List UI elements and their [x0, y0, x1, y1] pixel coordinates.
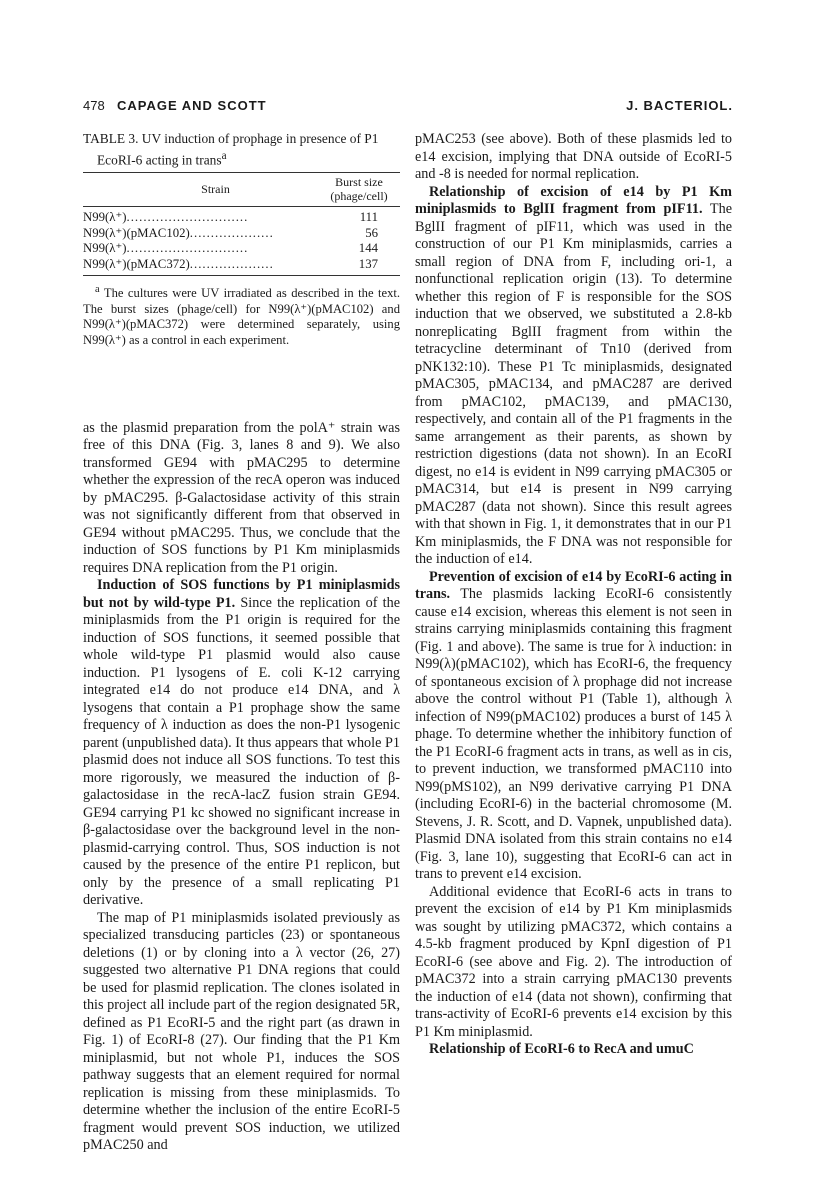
body-paragraph: The map of P1 miniplasmids isolated previously as specialized transducing particles (23) or spontaneous deletions (1) or by cloning into a λ vector (26, 27) suggested two alternative P1 DNA regions that could be used for plasmid replication. The clones isolated in this project all include part of the region designated 5R, defined as P1 EcoRI-5 and the right part (as drawn in Fig. 1) of EcoRI-8 (27). Our finding that the P1 Km miniplasmid, but not whole P1, induces the SOS pathway suggests that an element required for normal replication is missing from these miniplasmids. To determine whether the inclusion of the entire EcoRI-5 fragment would prevent SOS induction, we utilized pMAC250 and — [83, 909, 400, 1154]
col-header-strain: Strain — [201, 182, 230, 197]
section-paragraph: Prevention of excision of e14 by EcoRI-6 acting in trans. The plasmids lacking EcoRI-6 consistently cause e14 excision, whereas this element is not seen in strains carrying miniplasmids containing this fragment (Fig. 1 and above). The same is true for λ induction: in N99(λ)(pMAC102), which has EcoRI-6, the frequency of spontaneous excision of λ prophage did not increase above the control without P1 (Table 1), although λ infection of N99(pMAC102) produces a burst of 145 λ phage. To determine whether the inhibitory function of the P1 EcoRI-6 fragment acts in trans, as well as in cis, to prevent induction, we transformed pMAC110 into N99(pMS102), an N99 derivative carrying P1 DNA (including EcoRI-6) in the bacterial chromosome (M. Stevens, J. R. Scott, and D. Vapnek, unpublished data). Plasmid DNA isolated from this strain contains no e14 (Fig. 3, lane 10), suggesting that EcoRI-6 can act in trans to prevent e14 excision. — [415, 568, 732, 882]
table-footnote: $^a$ The cultures were UV irradiated as described in the text. The burst sizes (phage/cell) for N99(λ⁺)(pMAC102) and N99(λ⁺)(pMAC372) were determined separately, using N99(λ⁺) as a control in each experiment. — [83, 284, 401, 347]
page-number: 478 — [83, 98, 105, 113]
body-paragraph: as the plasmid preparation from the polA⁺ strain was free of this DNA (Fig. 3, lanes 8 and 9). We also transformed GE94 with pMAC295 to determine whether the expression of the recA operon was induced by pMAC295. β-Galactosidase activity of this strain was not significantly different from that observed in GE94 without pMAC295. Thus, we conclude that the induction of SOS functions by P1 Km miniplasmids requires DNA replication from the P1 origin. — [83, 419, 400, 576]
table-row: N99(λ⁺)............................. 144 — [83, 241, 378, 256]
section-heading: Induction of SOS functions by P1 miniplasmids but not by wild-type P1. — [83, 577, 400, 611]
body-paragraph: pMAC253 (see above). Both of these plasmids led to e14 excision, implying that DNA outside of EcoRI-5 and -8 is needed for normal replication. — [415, 131, 732, 182]
left-column — [83, 131, 400, 1155]
table-row: N99(λ⁺)(pMAC372).................... 137 — [83, 256, 378, 271]
section-heading: Prevention of excision of e14 by EcoRI-6 acting in trans. — [415, 568, 732, 602]
table-title: TABLE 3. UV induction of prophage in presence of P1 EcoRI-6 acting in trans$^a$ — [83, 131, 379, 167]
running-authors: CAPAGE AND SCOTT — [117, 98, 267, 113]
section-paragraph: Relationship of excision of e14 by P1 Km miniplasmids to BglII fragment from pIF11. The BglII fragment of pIF11, which was used in the construction of our P1 Km miniplasmids, carries a small region of DNA from F, including ori-1, a nonfunctional replication origin (13). To determine whether this region of F is responsible for the SOS induction that we observed, we substituted a 2.8-kb nonreplicating BglII fragment from within the tetracycline determinant of Tn10 (derived from pNK132:10). These P1 Tc miniplasmids, designated pMAC305, pMAC134, and pMAC287 are derived from pMAC102, pMAC139, and pMAC130, respectively, and contain all of the P1 fragments in the same arrangement as their parents, as shown by restriction digestions (data not shown). In an EcoRI digest, no e14 is evident in N99 carrying pMAC305 or pMAC314, but e14 is present in N99 carrying pMAC287 (data not shown). Since this result agrees with that shown in Fig. 1, it demonstrates that in our P1 Km miniplasmids, the F DNA was not responsible for the induction of e14. — [415, 183, 732, 567]
table-3 — [83, 131, 400, 348]
table-row: N99(λ⁺)(pMAC102).................... 56 — [83, 225, 378, 240]
table-row: N99(λ⁺)............................. 111 — [83, 210, 378, 225]
section-heading: Relationship of excision of e14 by P1 Km miniplasmids to BglII fragment from pIF11. — [415, 183, 732, 217]
table-bottom-rule — [83, 275, 400, 276]
body-paragraph: Additional evidence that EcoRI-6 acts in trans to prevent the excision of e14 by P1 Km miniplasmids was sought by utilizing pMAC372, which contains a 4.5-kb fragment produced by KpnI digestion of P1 EcoRI-6 (see above and Fig. 2). The introduction of pMAC372 into a strain carrying pMAC130 prevents the induction of e14 (data not shown), confirming that trans-activity of EcoRI-6 prevents e14 excision by this P1 Km miniplasmid. — [415, 883, 732, 1040]
section-paragraph: Induction of SOS functions by P1 miniplasmids but not by wild-type P1. Since the replication of the miniplasmids from the P1 origin is required for the induction of SOS functions, it seemed possible that whole wild-type P1 plasmid would also cause induction. P1 lysogens of E. coli K-12 carrying integrated e14 do not produce e14 DNA, and λ lysogens that contain a P1 prophage show the same frequency of λ induction as does the non-P1 lysogenic parent (unpublished data). It thus appears that whole P1 plasmid does not induce all SOS functions. To test this more rigorously, we measured the induction of β-galactosidase in the recA-lacZ fusion strain GE94. GE94 carrying P1 kc showed no significant increase in β-galactosidase over the background level in the non-plasmid-carrying control. Thus, SOS induction is not caused by the presence of the entire P1 replicon, but only by the presence of a small replicating P1 derivative. — [83, 577, 400, 909]
journal-name: J. BACTERIOL. — [626, 98, 733, 113]
burst-size-table — [83, 173, 400, 272]
col-header-burst: Burst size (phage/cell) — [330, 175, 388, 204]
section-paragraph — [415, 1041, 732, 1059]
running-header — [83, 98, 733, 120]
section-heading: Relationship of EcoRI-6 to RecA and umuC — [429, 1041, 694, 1057]
table-title-footnote-marker: a — [221, 149, 227, 162]
right-column — [415, 131, 732, 1059]
